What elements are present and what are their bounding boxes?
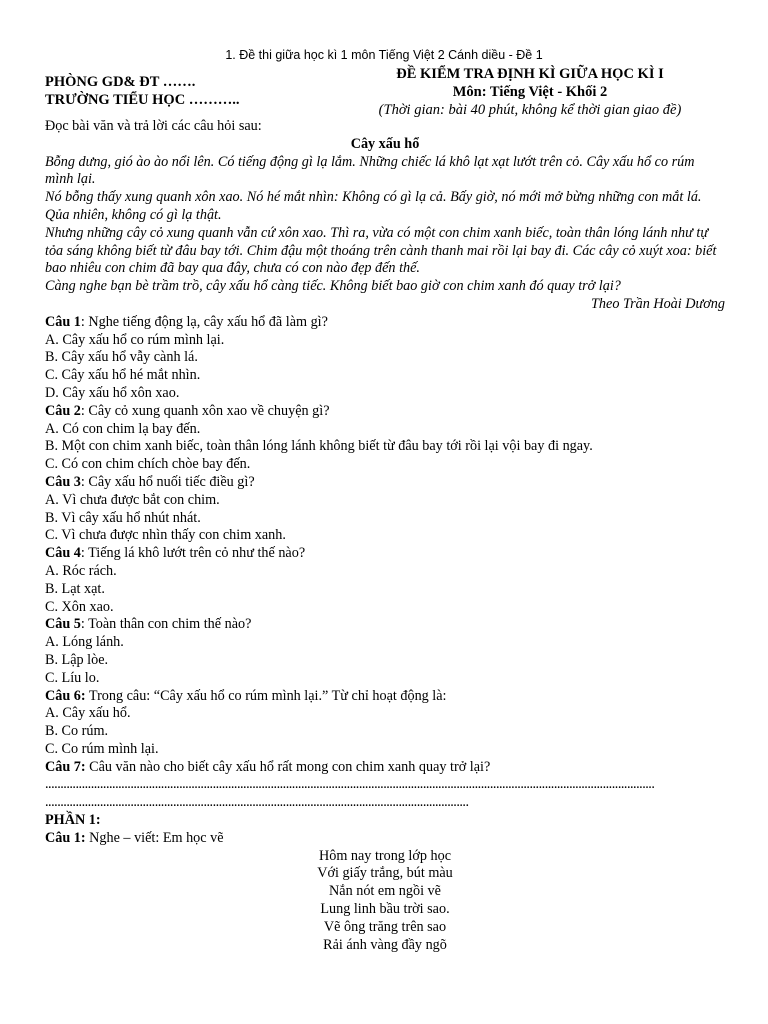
question-label: Câu 7:: [45, 758, 86, 775]
option: A. Có con chim lạ bay đến.: [45, 420, 201, 437]
option: A. Cây xấu hổ co rúm mình lại.: [45, 331, 225, 348]
question-label: Câu 2: [45, 402, 81, 419]
poem-line: Nắn nót em ngồi vẽ: [329, 883, 441, 900]
question-6: [45, 688, 725, 706]
question-1: [45, 314, 725, 332]
option: A. Lóng lánh.: [45, 634, 124, 651]
department-line: PHÒNG GD& ĐT …….: [45, 74, 196, 90]
question-label: Câu 1:: [45, 829, 86, 846]
poem: [45, 848, 725, 955]
question-text: : Nghe tiếng động lạ, cây xấu hổ đã làm gì?: [80, 313, 328, 330]
poem-line: Hôm nay trong lớp học: [318, 847, 452, 864]
story-paragraph: Nhưng những cây cỏ xung quanh vẫn cứ xôn xao. Thì ra, vừa có một con chim xanh biếc, toàn thân lóng lánh như tự tỏa sáng không biết từ đâu bay tới. Chim đậu một thoáng trên cành thanh mai rồi lại bay đi. Các cây cỏ xuýt xoa: biết bao nhiêu con chim đã bay qua đây, chưa có con nào đẹp đến thế.: [45, 224, 717, 277]
question-text: : Toàn thân con chim thế nào?: [80, 616, 252, 633]
option: C. Xôn xao.: [45, 598, 114, 615]
question-4: [45, 545, 725, 563]
question-text: : Cây xấu hổ nuối tiếc điều gì?: [80, 473, 255, 490]
school-line: TRƯỜNG TIỂU HỌC ………..: [45, 92, 240, 108]
exam-title: ĐỀ KIỂM TRA ĐỊNH KÌ GIỮA HỌC KÌ I: [396, 66, 664, 82]
story-paragraph: Bỗng dưng, gió ào ào nổi lên. Có tiếng động gì lạ lắm. Những chiếc lá khô lạt xạt lướt trên cỏ. Cây xấu hổ co rúm mình lại.: [45, 153, 695, 188]
question-5: [45, 616, 725, 634]
exam-time-close: ): [676, 102, 682, 118]
option: B. Cây xấu hổ vẫy cành lá.: [45, 349, 198, 366]
school-header: [45, 73, 240, 109]
option: C. Cây xấu hổ hé mắt nhìn.: [45, 367, 201, 384]
question-label: Câu 1: [45, 313, 81, 330]
exam-time: [340, 101, 720, 119]
question-label: Câu 6:: [45, 687, 86, 704]
dictation-question: [45, 830, 725, 848]
option: B. Vì cây xấu hổ nhút nhát.: [45, 509, 201, 526]
option: B. Co rúm.: [45, 723, 109, 740]
page-header: 1. Đề thi giữa học kì 1 môn Tiếng Việt 2 Cánh diều - Đề 1: [225, 48, 543, 62]
option: C. Co rúm mình lại.: [45, 740, 159, 757]
question-label: Câu 4: [45, 545, 81, 562]
question-text: : Cây cỏ xung quanh xôn xao về chuyện gì?: [80, 402, 330, 419]
answer-line: ........................................................................................................................................................................................................: [45, 776, 655, 793]
option: A. Róc rách.: [45, 562, 117, 579]
option: B. Một con chim xanh biếc, toàn thân lóng lánh không biết từ đâu bay tới rồi lại vội bay đi ngay.: [45, 438, 593, 455]
option: D. Cây xấu hổ xôn xao.: [45, 384, 180, 401]
poem-line: Vẽ ông trăng trên sao: [323, 918, 447, 935]
question-7: [45, 759, 725, 777]
question-label: Câu 5: [45, 616, 81, 633]
poem-line: Lung linh bầu trời sao.: [320, 901, 450, 918]
option: B. Lập lòe.: [45, 651, 109, 668]
story-title: Cây xấu hổ: [350, 135, 420, 152]
part-heading: PHẦN 1:: [45, 812, 101, 829]
story-author: Theo Trần Hoài Dương: [591, 295, 725, 312]
option: A. Cây xấu hổ.: [45, 705, 131, 722]
instruction: Đọc bài văn và trả lời các câu hỏi sau:: [45, 118, 262, 134]
exam-subject: Môn: Tiếng Việt - Khối 2: [452, 84, 608, 100]
question-text: Trong câu: “Cây xấu hổ co rúm mình lại.” Từ chỉ hoạt động là:: [85, 687, 447, 704]
option: B. Lạt xạt.: [45, 580, 105, 597]
question-2: [45, 403, 725, 421]
option: A. Vì chưa được bắt con chim.: [45, 491, 220, 508]
story-paragraph: Càng nghe bạn bè trầm trồ, cây xấu hổ càng tiếc. Không biết bao giờ con chim xanh đó quay trở lại?: [45, 278, 621, 295]
option: C. Líu lo.: [45, 669, 100, 686]
exam-time-text: (Thời gian: bài 40 phút, không kể thời gian giao đề: [378, 102, 677, 118]
story-paragraph: Nó bỗng thấy xung quanh xôn xao. Nó hé mắt nhìn: Không có gì lạ cả. Bấy giờ, nó mới mở bừng những con mắt lá. Qủa nhiên, không có gì lạ thật.: [45, 189, 702, 223]
question-text: : Tiếng lá khô lướt trên cỏ như thế nào?: [80, 545, 306, 562]
question-text: Nghe – viết: Em học vẽ: [85, 829, 224, 846]
poem-line: Với giấy trắng, bút màu: [317, 865, 453, 882]
option: C. Có con chim chích chòe bay đến.: [45, 456, 251, 473]
option: C. Vì chưa được nhìn thấy con chim xanh.: [45, 527, 286, 544]
answer-line: ...........................................................................................................................................: [45, 794, 469, 811]
question-3: [45, 474, 725, 492]
question-text: Câu văn nào cho biết cây xấu hổ rất mong con chim xanh quay trở lại?: [85, 758, 491, 775]
question-label: Câu 3: [45, 473, 81, 490]
exam-header: [340, 65, 720, 119]
document-body: [45, 118, 725, 954]
poem-line: Rải ánh vàng đầy ngõ: [323, 936, 447, 953]
